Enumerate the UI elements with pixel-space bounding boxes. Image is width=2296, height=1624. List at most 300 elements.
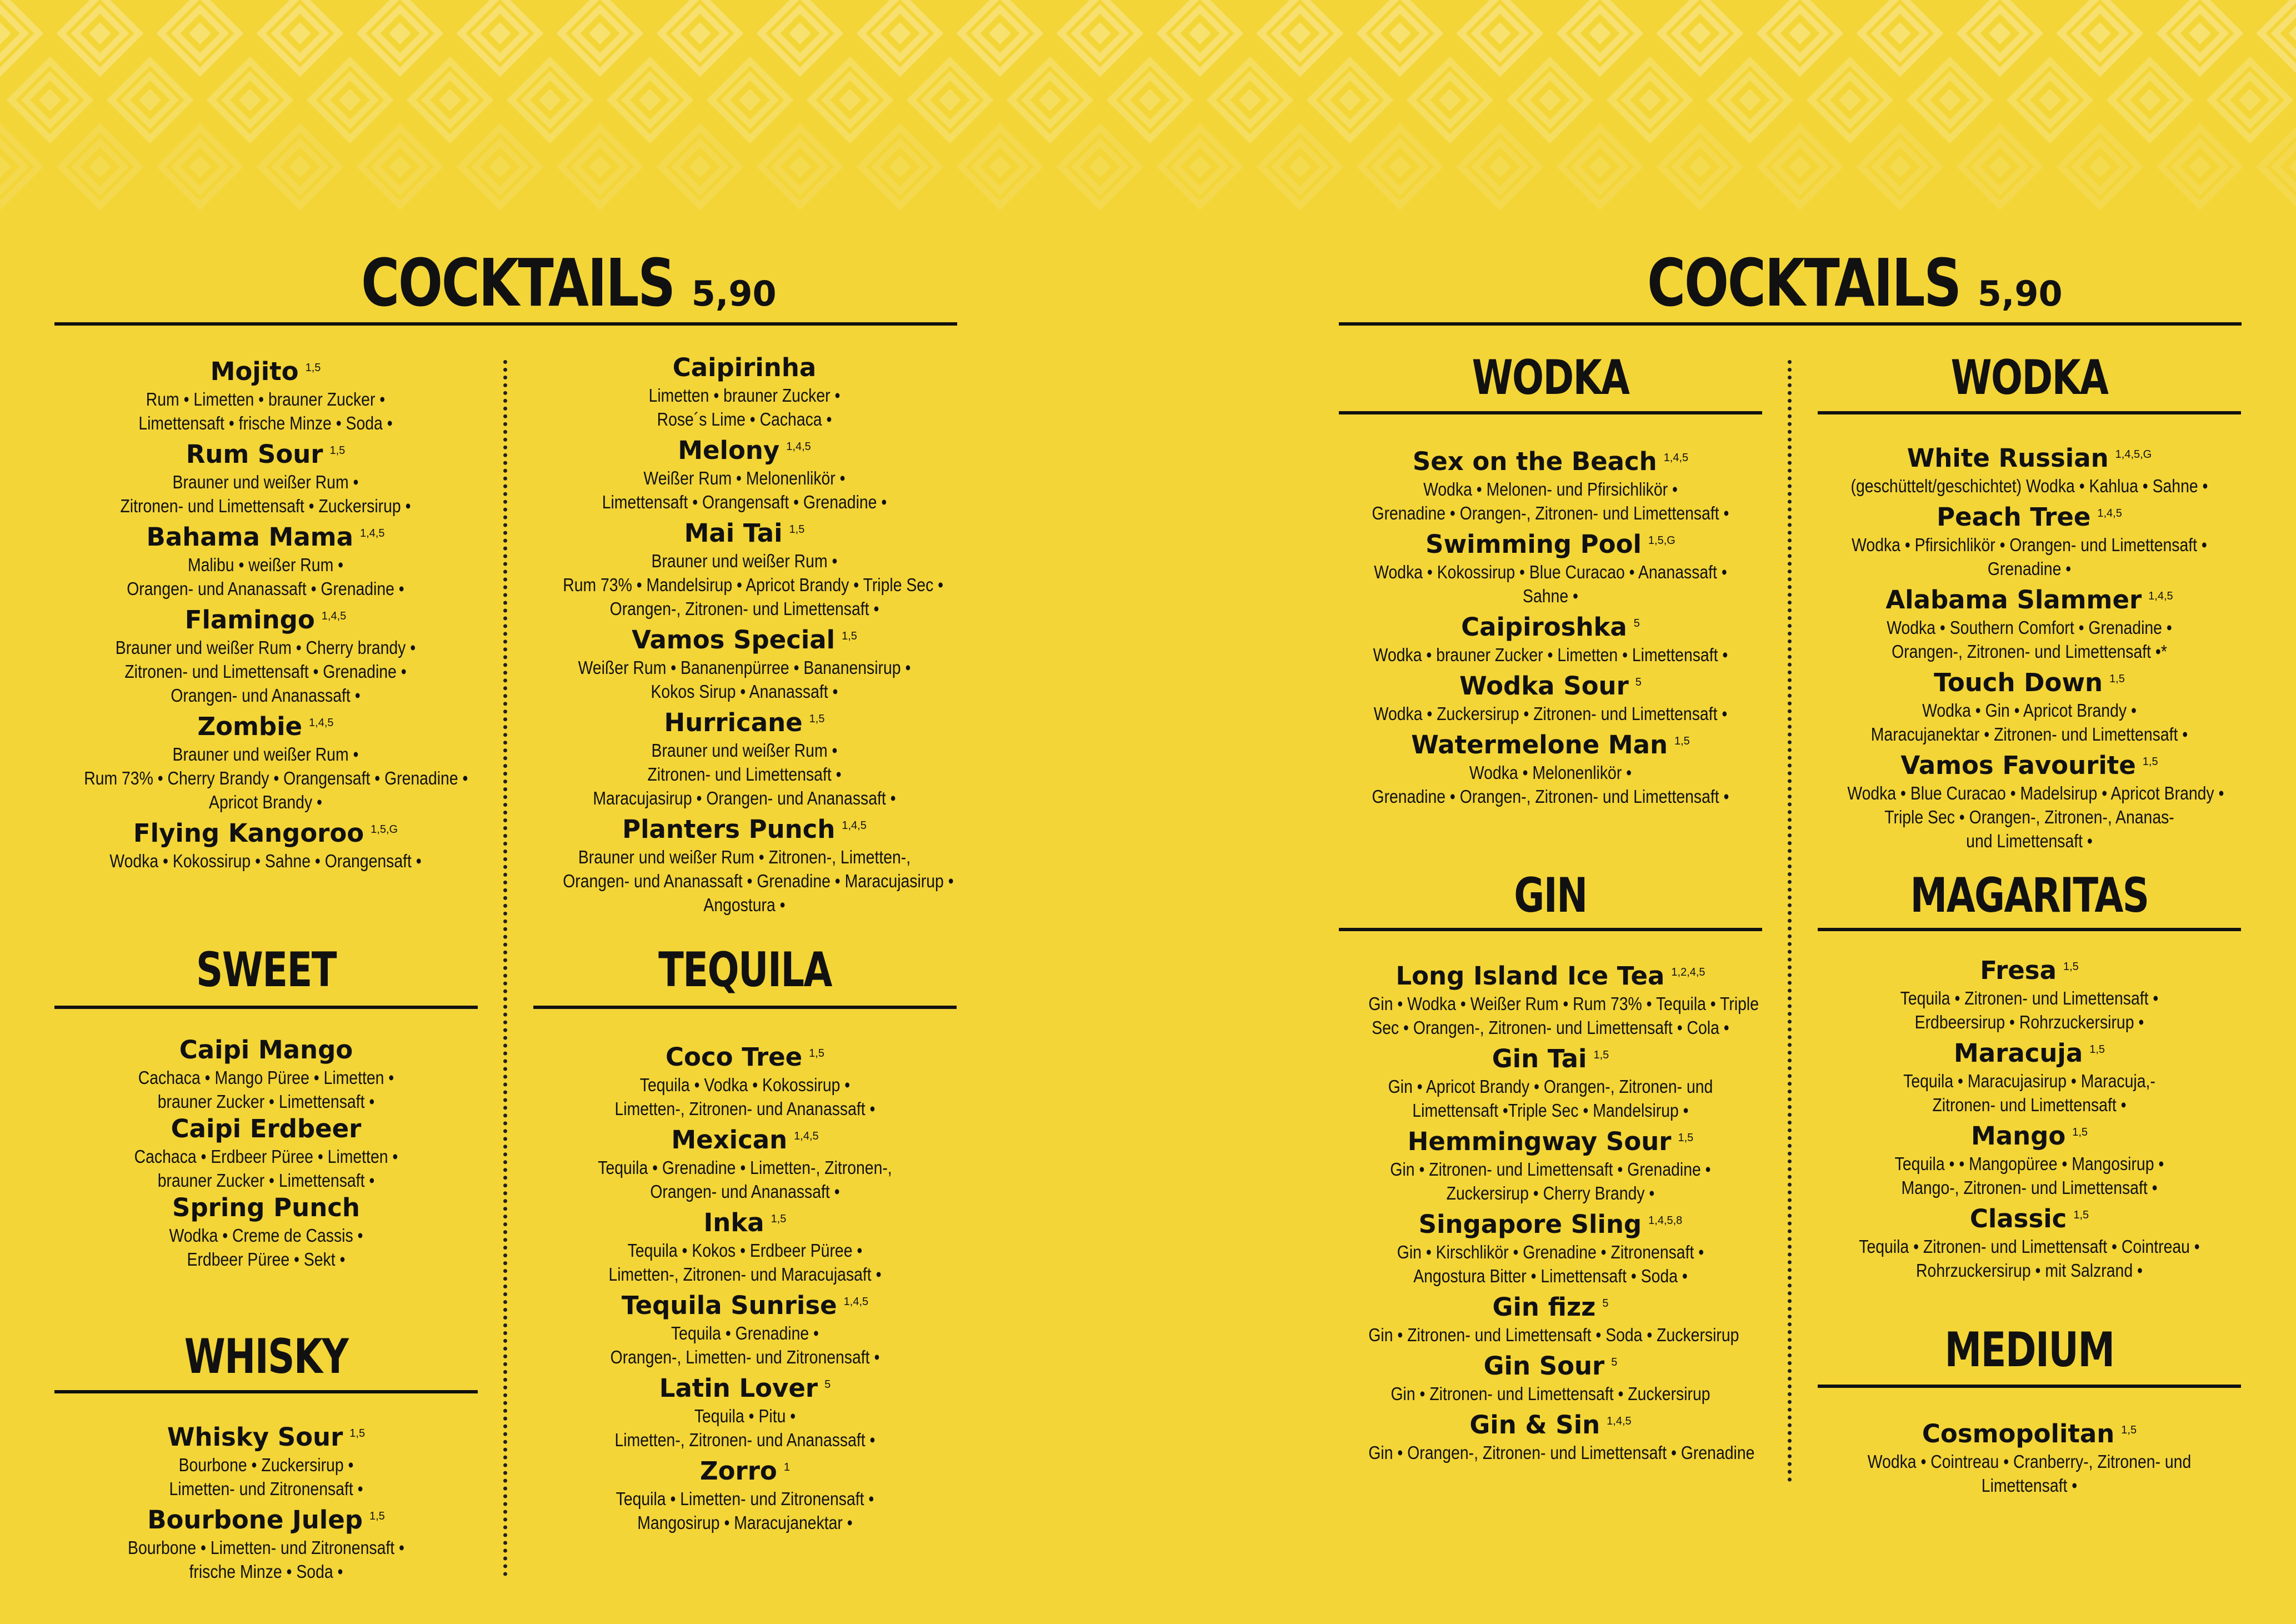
ingredients-line: Orangen- und Ananassaft • bbox=[650, 1181, 840, 1202]
allergen-codes: 1,5 bbox=[1678, 1132, 1694, 1144]
menu-item bbox=[1818, 1200, 2241, 1282]
ingredients-line: Brauner und weißer Rum • bbox=[172, 744, 359, 764]
allergen-codes: 1,4,5 bbox=[309, 717, 334, 729]
menu-item bbox=[1818, 581, 2241, 663]
ingredients-line: Triple Sec • Orangen-, Zitronen-, Ananas- bbox=[1884, 807, 2174, 827]
cocktail-name-text: Zorro bbox=[700, 1456, 777, 1486]
pattern-diamond bbox=[1739, 89, 1761, 111]
cocktail-name-text: Long Island Ice Tea bbox=[1395, 961, 1665, 991]
section-rule bbox=[1339, 928, 1762, 931]
cocktail-name-text: Bourbone Julep bbox=[147, 1505, 363, 1535]
pattern-diamond bbox=[1939, 89, 1961, 111]
allergen-codes: 1,4,5 bbox=[2097, 507, 2122, 519]
pattern-diamond bbox=[1289, 22, 1311, 44]
cocktail-name bbox=[1339, 1205, 1762, 1240]
cocktail-name bbox=[533, 1038, 957, 1073]
pattern-diamond bbox=[1539, 89, 1561, 111]
section-rule bbox=[1818, 411, 2241, 414]
cocktail-name bbox=[533, 621, 956, 656]
ingredients-line: und Limettensaft • bbox=[1966, 831, 2093, 851]
pattern-diamond bbox=[89, 22, 111, 44]
cocktail-name-text: Watermelone Man bbox=[1411, 730, 1668, 759]
menu-item bbox=[533, 431, 956, 514]
pattern-diamond bbox=[1839, 89, 1861, 111]
ingredients-line: Kokos Sirup • Ananassaft • bbox=[651, 681, 838, 702]
pattern-diamond bbox=[2289, 156, 2296, 178]
wodka-2-list bbox=[1818, 439, 2241, 853]
menu-item bbox=[1339, 667, 1762, 726]
ingredients-line: Sec • Orangen-, Zitronen- und Limettensaft • Cola • bbox=[1372, 1017, 1729, 1038]
ingredients-line: Tequila • • Mangopüree • Mangosirup • bbox=[1894, 1153, 2164, 1174]
allergen-codes: 1,5 bbox=[1593, 1049, 1609, 1061]
menu-item bbox=[1339, 608, 1762, 667]
cocktail-name bbox=[54, 707, 477, 742]
menu-item bbox=[1339, 442, 1762, 525]
cocktail-name-text: Gin & Sin bbox=[1469, 1410, 1600, 1440]
cocktail-name-text: Zombie bbox=[197, 712, 303, 741]
pattern-diamond bbox=[2239, 89, 2261, 111]
ingredients-line: Malibu • weißer Rum • bbox=[187, 554, 344, 575]
allergen-codes: 1,5 bbox=[1674, 735, 1690, 747]
allergen-codes: 1,4,5 bbox=[321, 610, 347, 622]
section-heading-medium: MEDIUM bbox=[1944, 1322, 2114, 1378]
cocktail-name-text: Cosmopolitan bbox=[1922, 1419, 2115, 1448]
pattern-diamond bbox=[839, 89, 861, 111]
pattern-diamond bbox=[1189, 22, 1211, 44]
cocktail-name bbox=[1818, 498, 2241, 533]
cocktail-name-text: Rum Sour bbox=[186, 439, 323, 469]
cocktail-name-text: Flying Kangoroo bbox=[133, 818, 364, 848]
cocktail-name-text: Vamos Favourite bbox=[1900, 751, 2136, 780]
menu-item bbox=[533, 621, 956, 703]
cocktail-name bbox=[533, 514, 956, 549]
pattern-diamond bbox=[1589, 22, 1611, 44]
ingredients-line: Brauner und weißer Rum • Cherry brandy • bbox=[115, 637, 416, 658]
cocktail-name-text: Latin Lover bbox=[659, 1373, 818, 1403]
menu-item bbox=[533, 352, 956, 431]
pattern-diamond bbox=[1789, 156, 1811, 178]
menu-item bbox=[1818, 439, 2241, 498]
cocktail-name bbox=[1339, 1288, 1762, 1323]
cocktail-name-text: Vamos Special bbox=[632, 625, 836, 654]
pattern-diamond bbox=[1389, 156, 1411, 178]
pattern-diamond bbox=[239, 89, 261, 111]
ingredients-line: Brauner und weißer Rum • Zitronen-, Limetten-, bbox=[578, 847, 911, 867]
pattern-diamond bbox=[389, 22, 411, 44]
pattern-diamond bbox=[2189, 156, 2211, 178]
allergen-codes: 1 bbox=[783, 1461, 790, 1473]
ingredients-line: Cachaca • Erdbeer Püree • Limetten • bbox=[134, 1146, 398, 1167]
menu-item bbox=[54, 352, 477, 435]
ingredients-line: Limettensaft •Triple Sec • Mandelsirup • bbox=[1412, 1100, 1689, 1121]
cocktail-name bbox=[533, 1121, 957, 1156]
pattern-diamond bbox=[789, 22, 811, 44]
menu-item bbox=[1818, 1034, 2241, 1117]
cocktail-name-text: Hemmingway Sour bbox=[1407, 1127, 1672, 1156]
pattern-diamond bbox=[1689, 156, 1711, 178]
cocktail-name-text: Caipi Erdbeer bbox=[171, 1114, 362, 1143]
ingredients-line: Wodka • Southern Comfort • Grenadine • bbox=[1887, 617, 2172, 638]
cocktail-name bbox=[1818, 746, 2241, 781]
cocktail-name-text: Mango bbox=[1970, 1121, 2066, 1151]
ingredients-line: frische Minze • Soda • bbox=[189, 1561, 343, 1582]
cocktail-name bbox=[1818, 1034, 2241, 1069]
pattern-diamond bbox=[39, 89, 61, 111]
ingredients-line: Orangen- und Ananassaft • Grenadine • Maracujasirup • bbox=[563, 871, 954, 891]
decorative-diamond-pattern bbox=[0, 0, 2296, 222]
pattern-diamond bbox=[1989, 22, 2011, 44]
cocktail-name bbox=[533, 810, 956, 845]
menu-item bbox=[1818, 1117, 2241, 1200]
menu-item bbox=[1339, 1406, 1762, 1465]
menu-item bbox=[54, 1501, 478, 1583]
cocktail-name-text: Peach Tree bbox=[1937, 502, 2091, 532]
ingredients-line: Limettensaft • Orangensaft • Grenadine • bbox=[602, 492, 887, 512]
pattern-diamond bbox=[2289, 22, 2296, 44]
section-rule bbox=[1818, 928, 2241, 931]
menu-item bbox=[54, 601, 477, 707]
ingredients-line: Limettensaft • bbox=[1981, 1475, 2078, 1496]
menu-item bbox=[1339, 1040, 1762, 1122]
section-heading-gin: GIN bbox=[1514, 868, 1587, 923]
title-price: 5,90 bbox=[691, 273, 777, 314]
cocktail-name-text: Maracuja bbox=[1953, 1038, 2083, 1068]
ingredients-line: Weißer Rum • Melonenlikör • bbox=[643, 468, 846, 488]
ingredients-line: brauner Zucker • Limettensaft • bbox=[157, 1091, 375, 1112]
title-rule-left bbox=[54, 322, 957, 326]
ingredients-line: Rum • Limetten • brauner Zucker • bbox=[146, 389, 386, 409]
pattern-diamond bbox=[489, 22, 511, 44]
left-col1 bbox=[54, 352, 477, 873]
allergen-codes: 1,4,5 bbox=[1607, 1415, 1632, 1427]
tequila-list bbox=[533, 1038, 957, 1535]
pattern-diamond bbox=[1389, 22, 1411, 44]
ingredients-line: Gin • Wodka • Weißer Rum • Rum 73% • Tequila • Triple bbox=[1368, 993, 1759, 1014]
pattern-diamond bbox=[2189, 22, 2211, 44]
ingredients-line: Angostura • bbox=[703, 895, 786, 915]
allergen-codes: 5 bbox=[1635, 676, 1642, 688]
cocktail-name bbox=[1818, 1117, 2241, 1152]
cocktail-name-text: Classic bbox=[1969, 1204, 2067, 1233]
ingredients-line: Tequila • Limetten- und Zitronensaft • bbox=[616, 1488, 874, 1509]
cocktail-name bbox=[1339, 726, 1762, 761]
cocktail-name bbox=[1339, 667, 1762, 702]
pattern-diamond bbox=[1639, 89, 1661, 111]
menu-item bbox=[1818, 951, 2241, 1034]
ingredients-line: Orangen- und Ananassaft • bbox=[171, 685, 361, 706]
pattern-diamond bbox=[939, 89, 961, 111]
cocktail-name bbox=[533, 1452, 957, 1487]
allergen-codes: 1,4,5 bbox=[786, 441, 811, 453]
menu-item bbox=[1818, 663, 2241, 746]
ingredients-line: Tequila • Zitronen- und Limettensaft • Cointreau • bbox=[1859, 1236, 2200, 1257]
cocktail-name bbox=[533, 1286, 957, 1321]
pattern-diamond bbox=[1789, 22, 1811, 44]
page-title-left bbox=[361, 244, 777, 321]
allergen-codes: 1,5 bbox=[305, 362, 321, 374]
menu-item bbox=[1818, 746, 2241, 853]
ingredients-line: Gin • Orangen-, Zitronen- und Limettensaft • Grenadine bbox=[1368, 1442, 1755, 1463]
allergen-codes: 1,2,4,5 bbox=[1671, 966, 1705, 978]
cocktail-name-text: Gin fizz bbox=[1492, 1292, 1596, 1322]
ingredients-line: Tequila • Grenadine • bbox=[671, 1323, 819, 1343]
allergen-codes: 1,5 bbox=[349, 1427, 366, 1440]
ingredients-line: Tequila • Pitu • bbox=[694, 1406, 796, 1426]
allergen-codes: 5 bbox=[1611, 1356, 1618, 1368]
cocktail-name bbox=[1339, 1040, 1762, 1075]
pattern-diamond bbox=[1089, 156, 1111, 178]
allergen-codes: 1,5 bbox=[2063, 961, 2079, 973]
ingredients-line: Tequila • Zitronen- und Limettensaft • bbox=[1900, 988, 2159, 1008]
pattern-diamond bbox=[289, 156, 311, 178]
pattern-diamond bbox=[1589, 156, 1611, 178]
menu-item bbox=[54, 814, 477, 873]
ingredients-line: Erdbeer Püree • Sekt • bbox=[187, 1249, 346, 1270]
ingredients-line: Grenadine • Orangen-, Zitronen- und Limettensaft • bbox=[1372, 786, 1729, 807]
cocktail-name bbox=[1818, 1200, 2241, 1235]
pattern-diamond bbox=[589, 156, 611, 178]
ingredients-line: Wodka • Creme de Cassis • bbox=[169, 1225, 363, 1246]
title-text: COCKTAILS bbox=[361, 244, 674, 321]
pattern-diamond bbox=[1089, 22, 1111, 44]
medium-list bbox=[1818, 1415, 2241, 1497]
allergen-codes: 1,5 bbox=[2072, 1126, 2088, 1138]
ingredients-line: Angostura Bitter • Limettensaft • Soda • bbox=[1413, 1266, 1688, 1286]
menu-item bbox=[533, 1203, 957, 1286]
cocktail-name-text: Flamingo bbox=[184, 605, 315, 634]
cocktail-name bbox=[1818, 439, 2241, 474]
pattern-diamond bbox=[189, 22, 211, 44]
allergen-codes: 1,4,5 bbox=[842, 820, 867, 832]
ingredients-line: Wodka • Melonen- und Pfirsichlikör • bbox=[1423, 479, 1678, 499]
pattern-diamond bbox=[1039, 89, 1061, 111]
ingredients-line: Limetten • brauner Zucker • bbox=[648, 385, 841, 406]
menu-item bbox=[533, 1121, 957, 1203]
allergen-codes: 1,4,5 bbox=[794, 1130, 819, 1142]
menu-item bbox=[54, 1418, 478, 1501]
section-heading-tequila: TEQUILA bbox=[658, 942, 832, 998]
pattern-diamond bbox=[989, 22, 1011, 44]
ingredients-line: Sahne • bbox=[1523, 586, 1578, 606]
gin-list bbox=[1339, 957, 1762, 1465]
ingredients-line: Limetten-, Zitronen- und Ananassaft • bbox=[614, 1430, 876, 1450]
cocktail-name bbox=[1818, 951, 2241, 986]
ingredients-line: Wodka • brauner Zucker • Limetten • Limettensaft • bbox=[1373, 644, 1728, 665]
allergen-codes: 1,5 bbox=[771, 1213, 787, 1225]
ingredients-line: Wodka • Kokossirup • Blue Curacao • Ananassaft • bbox=[1374, 562, 1727, 582]
allergen-codes: 1,4,5 bbox=[1663, 452, 1689, 464]
ingredients-line: Apricot Brandy • bbox=[209, 792, 322, 812]
allergen-codes: 1,5 bbox=[809, 713, 825, 725]
ingredients-line: Rose´s Lime • Cachaca • bbox=[657, 409, 832, 429]
pattern-diamond bbox=[889, 22, 911, 44]
cocktail-name bbox=[54, 814, 477, 849]
pattern-diamond bbox=[789, 156, 811, 178]
allergen-codes: 1,4,5 bbox=[359, 527, 385, 539]
pattern-diamond bbox=[289, 22, 311, 44]
cocktail-name-text: Hurricane bbox=[664, 708, 803, 737]
menu-item bbox=[1339, 957, 1762, 1040]
ingredients-line: Grenadine • Orangen-, Zitronen- und Limettensaft • bbox=[1372, 503, 1729, 523]
pattern-diamond bbox=[589, 22, 611, 44]
ingredients-line: Rum 73% • Cherry Brandy • Orangensaft • Grenadine • bbox=[84, 768, 468, 788]
pattern-diamond bbox=[2089, 22, 2111, 44]
allergen-codes: 1,5 bbox=[789, 523, 805, 536]
pattern-diamond bbox=[1489, 22, 1511, 44]
pattern-diamond bbox=[189, 156, 211, 178]
pattern-diamond bbox=[2139, 89, 2161, 111]
cocktail-name-text: Melony bbox=[678, 436, 780, 465]
magaritas-list bbox=[1818, 951, 2241, 1282]
ingredients-line: Erdbeersirup • Rohrzuckersirup • bbox=[1914, 1012, 2144, 1032]
section-heading-wodka-2: WODKA bbox=[1950, 350, 2108, 406]
cocktail-name-text: Tequila Sunrise bbox=[621, 1291, 837, 1320]
ingredients-line: Gin • Zitronen- und Limettensaft • Soda • Zuckersirup bbox=[1368, 1325, 1739, 1345]
cocktail-name bbox=[1339, 1347, 1762, 1382]
pattern-diamond bbox=[639, 89, 661, 111]
column-divider-left bbox=[503, 360, 507, 1577]
pattern-diamond bbox=[539, 89, 561, 111]
menu-item bbox=[1339, 1122, 1762, 1205]
cocktail-name-text: Singapore Sling bbox=[1418, 1210, 1642, 1239]
page-title-right bbox=[1647, 244, 2063, 321]
ingredients-line: (geschüttelt/geschichtet) Wodka • Kahlua • Sahne • bbox=[1850, 476, 2208, 496]
cocktail-name-text: Fresa bbox=[1980, 956, 2057, 985]
cocktail-name bbox=[1339, 442, 1762, 477]
allergen-codes: 1,5 bbox=[369, 1510, 385, 1522]
menu-item bbox=[54, 435, 477, 518]
allergen-codes: 1,4,5 bbox=[2148, 590, 2173, 602]
cocktail-name-text: Touch Down bbox=[1934, 668, 2103, 697]
ingredients-line: Limetten-, Zitronen- und Maracujasaft • bbox=[608, 1264, 882, 1285]
menu-item bbox=[533, 810, 956, 917]
section-rule bbox=[533, 1006, 957, 1009]
pattern-diamond bbox=[1339, 89, 1361, 111]
menu-item bbox=[1339, 726, 1762, 808]
ingredients-line: Brauner und weißer Rum • bbox=[651, 551, 838, 571]
allergen-codes: 1,5 bbox=[2121, 1424, 2137, 1436]
ingredients-line: Gin • Zitronen- und Limettensaft • Grenadine • bbox=[1390, 1159, 1711, 1180]
cocktail-name-text: Alabama Slammer bbox=[1885, 585, 2142, 614]
cocktail-name-text: Gin Tai bbox=[1492, 1044, 1587, 1073]
ingredients-line: Brauner und weißer Rum • bbox=[172, 472, 359, 492]
cocktail-name-text: Wodka Sour bbox=[1459, 671, 1629, 701]
menu-item bbox=[1818, 1415, 2241, 1497]
pattern-diamond bbox=[1189, 156, 1211, 178]
ingredients-line: Zitronen- und Limettensaft • bbox=[647, 764, 842, 784]
ingredients-line: Wodka • Cointreau • Cranberry-, Zitronen- und bbox=[1867, 1451, 2192, 1472]
pattern-diamond bbox=[739, 89, 761, 111]
pattern-diamond bbox=[439, 89, 461, 111]
menu-item bbox=[533, 514, 956, 621]
cocktail-name bbox=[1818, 581, 2241, 616]
ingredients-line: Grenadine • bbox=[1987, 558, 2072, 579]
allergen-codes: 1,4,5,G bbox=[2115, 448, 2152, 461]
ingredients-line: Maracujanektar • Zitronen- und Limettensaft • bbox=[1870, 724, 2188, 744]
cocktail-name bbox=[533, 703, 956, 738]
ingredients-line: Zuckersirup • Cherry Brandy • bbox=[1446, 1183, 1655, 1203]
ingredients-line: Bourbone • Zuckersirup • bbox=[178, 1455, 354, 1475]
ingredients-line: Wodka • Blue Curacao • Madelsirup • Apricot Brandy • bbox=[1847, 783, 2224, 803]
allergen-codes: 1,5 bbox=[329, 444, 346, 457]
pattern-diamond bbox=[0, 22, 11, 44]
ingredients-line: Wodka • Melonenlikör • bbox=[1469, 762, 1632, 783]
ingredients-line: Orangen- und Ananassaft • Grenadine • bbox=[127, 578, 404, 599]
title-price: 5,90 bbox=[1977, 273, 2063, 314]
cocktail-name-text: Bahama Mama bbox=[146, 522, 353, 552]
pattern-diamond bbox=[89, 156, 111, 178]
cocktail-name bbox=[54, 1113, 478, 1145]
cocktail-name bbox=[533, 431, 956, 466]
pattern-diamond bbox=[389, 156, 411, 178]
menu-item bbox=[533, 703, 956, 810]
menu-item bbox=[54, 1192, 478, 1271]
cocktail-name bbox=[1818, 1415, 2241, 1450]
ingredients-line: Mangosirup • Maracujanektar • bbox=[637, 1512, 853, 1533]
ingredients-line: Tequila • Kokos • Erdbeer Püree • bbox=[627, 1240, 863, 1261]
pattern-diamond bbox=[889, 156, 911, 178]
wodka-list bbox=[1339, 442, 1762, 808]
ingredients-line: Zitronen- und Limettensaft • bbox=[1932, 1095, 2127, 1115]
pattern-diamond bbox=[2039, 89, 2061, 111]
pattern-diamond bbox=[139, 89, 161, 111]
allergen-codes: 1,5,G bbox=[371, 823, 398, 836]
pattern-diamond bbox=[1489, 156, 1511, 178]
ingredients-line: Tequila • Maracujasirup • Maracuja,- bbox=[1903, 1071, 2155, 1091]
cocktail-name bbox=[54, 1192, 478, 1223]
cocktail-name-text: Planters Punch bbox=[622, 815, 836, 844]
section-heading-whisky: WHISKY bbox=[184, 1329, 348, 1385]
menu-item bbox=[1339, 1347, 1762, 1406]
ingredients-line: Zitronen- und Limettensaft • Zuckersirup • bbox=[120, 496, 411, 516]
pattern-diamond bbox=[689, 156, 711, 178]
ingredients-line: Gin • Kirschlikör • Grenadine • Zitronensaft • bbox=[1397, 1242, 1704, 1262]
pattern-diamond bbox=[339, 89, 361, 111]
ingredients-line: Zitronen- und Limettensaft • Grenadine • bbox=[124, 661, 407, 682]
menu-item bbox=[54, 1035, 478, 1113]
column-divider-right bbox=[1788, 360, 1792, 1482]
allergen-codes: 1,5 bbox=[2109, 673, 2125, 685]
cocktail-name-text: Inka bbox=[703, 1208, 764, 1237]
allergen-codes: 1,5 bbox=[2073, 1209, 2089, 1221]
cocktail-name-text: White Russian bbox=[1907, 443, 2109, 473]
ingredients-line: Rum 73% • Mandelsirup • Apricot Brandy • Triple Sec • bbox=[563, 574, 944, 595]
pattern-diamond bbox=[1989, 156, 2011, 178]
cocktail-name bbox=[1339, 1122, 1762, 1157]
pattern-diamond bbox=[989, 156, 1011, 178]
pattern-diamond bbox=[689, 22, 711, 44]
ingredients-line: Weißer Rum • Bananenpürree • Bananensirup • bbox=[578, 657, 911, 678]
title-rule-right bbox=[1339, 322, 2242, 326]
sweet-list bbox=[54, 1035, 478, 1271]
ingredients-line: Cachaca • Mango Püree • Limetten • bbox=[138, 1067, 394, 1088]
allergen-codes: 1,5 bbox=[2089, 1043, 2105, 1056]
pattern-diamond bbox=[1889, 156, 1911, 178]
section-rule bbox=[1339, 411, 1762, 414]
cocktail-name-text: Caipi Mango bbox=[179, 1035, 353, 1065]
ingredients-line: Rohrzuckersirup • mit Salzrand • bbox=[1916, 1260, 2143, 1281]
menu-item bbox=[1339, 1288, 1762, 1347]
cocktail-name bbox=[1339, 957, 1762, 992]
cocktail-name bbox=[533, 1369, 957, 1404]
menu-item bbox=[54, 1113, 478, 1192]
pattern-diamond bbox=[1889, 22, 1911, 44]
ingredients-line: Orangen-, Zitronen- und Limettensaft • bbox=[609, 598, 879, 619]
pattern-diamond bbox=[1139, 89, 1161, 111]
cocktail-name-text: Mojito bbox=[210, 357, 299, 386]
cocktail-name-text: Caipirinha bbox=[672, 353, 817, 382]
ingredients-line: Maracujasirup • Orangen- und Ananassaft • bbox=[593, 788, 896, 808]
